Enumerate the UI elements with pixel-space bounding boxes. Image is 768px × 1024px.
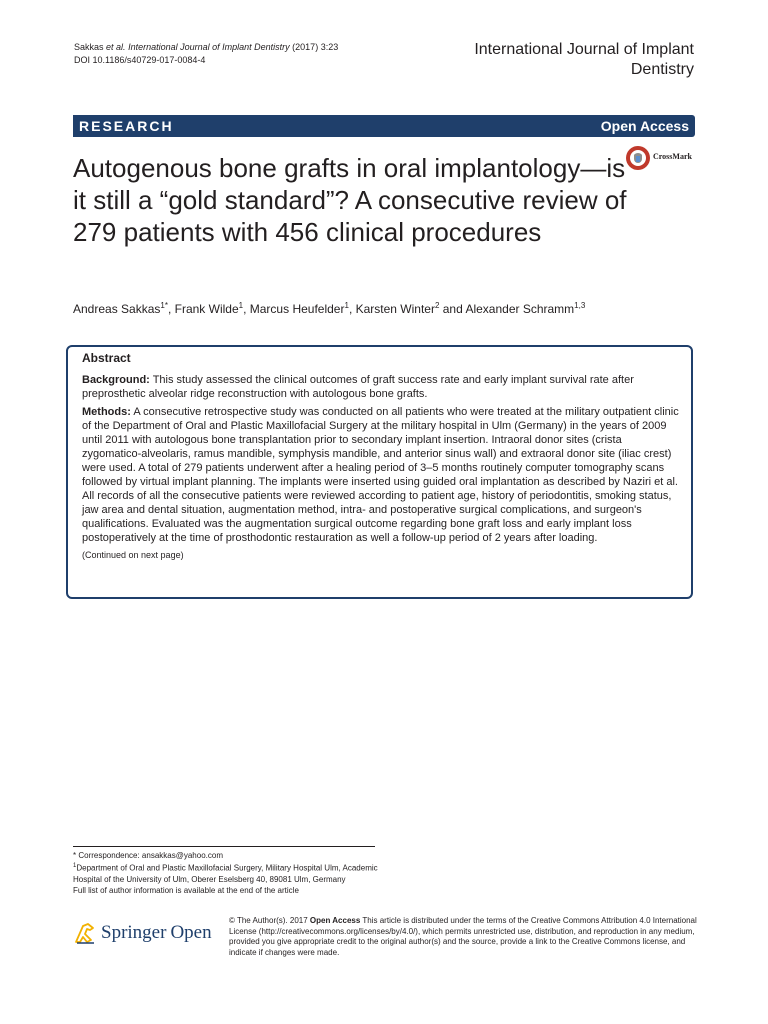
author-affiliation-mark: 1 — [344, 301, 349, 310]
footnotes — [73, 850, 383, 896]
springer-wordmark — [101, 922, 212, 944]
license-text: This article is distributed under the terms of the Creative Commons Attribution 4.0 International License (http://creativecommons.org/licenses/by/4.0/), which permits unrestricted use, distribution, and reproduction in any medium, provided you give appropriate credit to the original author(s) and the source, provide a link to the Creative Commons license, and indicate if changes were made. — [229, 916, 697, 957]
author-name[interactable]: Andreas Sakkas — [73, 302, 161, 316]
abstract-background — [82, 373, 680, 401]
doi-link[interactable]: DOI 10.1186/s40729-017-0084-4 — [74, 55, 206, 65]
open-access-label: Open Access — [600, 118, 689, 134]
continued-note: (Continued on next page) — [82, 550, 184, 560]
springer-open-logo — [73, 916, 223, 952]
springer-word: Springer — [101, 922, 167, 943]
author-name[interactable]: Alexander Schramm — [465, 302, 575, 316]
affiliation-text: Department of Oral and Plastic Maxillofacial Surgery, Military Hospital Ulm, Academic Hospital of the University of Ulm, Oberer Eselsberg 40, 89081 Ulm, Germany — [73, 863, 378, 884]
citation-volume: (2017) 3:23 — [292, 42, 339, 52]
article-type-label: RESEARCH — [79, 118, 174, 134]
methods-text: A consecutive retrospective study was conducted on all patients who were treated at the military outpatient clinic of the Department of Oral and Plastic Maxillofacial Surgery at the military hospital in Ulm (Germany) in the years of 2009 until 2011 with autologous bone transplantation prior to secondary implant insertion. Intraoral donor sites (crista zygomatico-alveolaris, ramus mandible, symphysis mandible, and anterior sinus wall) and extraoral donor site (iliac crest) were used. A total of 279 patients underwent after a healing period of 3–5 months routinely computer tomography scans followed by virtual implant planning. The implants were inserted using guided oral implantation as described by Naziri et al. All records of all the consecutive patients were reviewed according to patient age, history of periodontitis, smoking status, jaw area and dental situation, augmentation method, intra- and postoperative surgical complications, and surgeon's qualifications. Evaluated was the augmentation surgical outcome regarding bone graft loss and early implant loss postoperatively at the time of prosthodontic restauration as well a follow-up period of 2 years after loading. — [82, 406, 679, 544]
methods-label: Methods: — [82, 406, 131, 418]
abstract-methods — [82, 405, 680, 545]
author-name[interactable]: Frank Wilde — [174, 302, 239, 316]
license-statement — [229, 916, 697, 958]
footnote-divider — [73, 846, 375, 847]
springer-horse-icon — [73, 920, 97, 946]
citation-line — [74, 41, 338, 54]
background-label: Background: — [82, 374, 150, 386]
correspondence: * Correspondence: ansakkas@yahoo.com — [73, 851, 223, 860]
full-list-note: Full list of author information is available at the end of the article — [73, 885, 299, 895]
citation-etal: et al. — [106, 42, 126, 52]
affiliation-mark: 1 — [73, 863, 77, 869]
citation-author: Sakkas — [74, 42, 104, 52]
license-open-access: Open Access — [309, 916, 361, 925]
author-affiliation-mark: 1* — [160, 301, 168, 310]
author-list: Andreas Sakkas$^{1*}$, Frank Wilde$^1$, Marcus Heufelder$^1$, Karsten Winter$^2$ and Alexander Schramm$^{1,3}$ — [73, 301, 586, 316]
affiliation-1 — [73, 861, 383, 885]
crossmark-label: CrossMark — [653, 152, 692, 161]
background-text: This study assessed the clinical outcomes of graft success rate and early implant survival rate after preprosthetic alveolar ridge reconstruction with autologous bone grafts. — [82, 374, 634, 400]
crossmark-badge[interactable] — [625, 145, 705, 173]
author-name[interactable]: Marcus Heufelder — [249, 302, 345, 316]
author-affiliation-mark: 2 — [434, 301, 440, 310]
article-type-banner — [73, 115, 695, 137]
citation-journal: International Journal of Implant Dentistry — [128, 42, 290, 52]
author-name[interactable]: Karsten Winter — [355, 302, 435, 316]
abstract-heading: Abstract — [82, 351, 131, 365]
open-word: Open — [170, 922, 212, 943]
citation-header — [74, 41, 338, 67]
journal-name: International Journal of Implant Dentistry — [474, 41, 694, 78]
author-affiliation-mark: 1,3 — [574, 301, 586, 310]
abstract-box — [66, 345, 693, 599]
license-copyright: © The Author(s). 2017 — [229, 916, 310, 925]
author-affiliation-mark: 1 — [238, 301, 244, 310]
article-title: Autogenous bone grafts in oral implantology—is it still a “gold standard”? A consecutive review of 279 patients with 456 clinical procedures — [73, 153, 627, 247]
